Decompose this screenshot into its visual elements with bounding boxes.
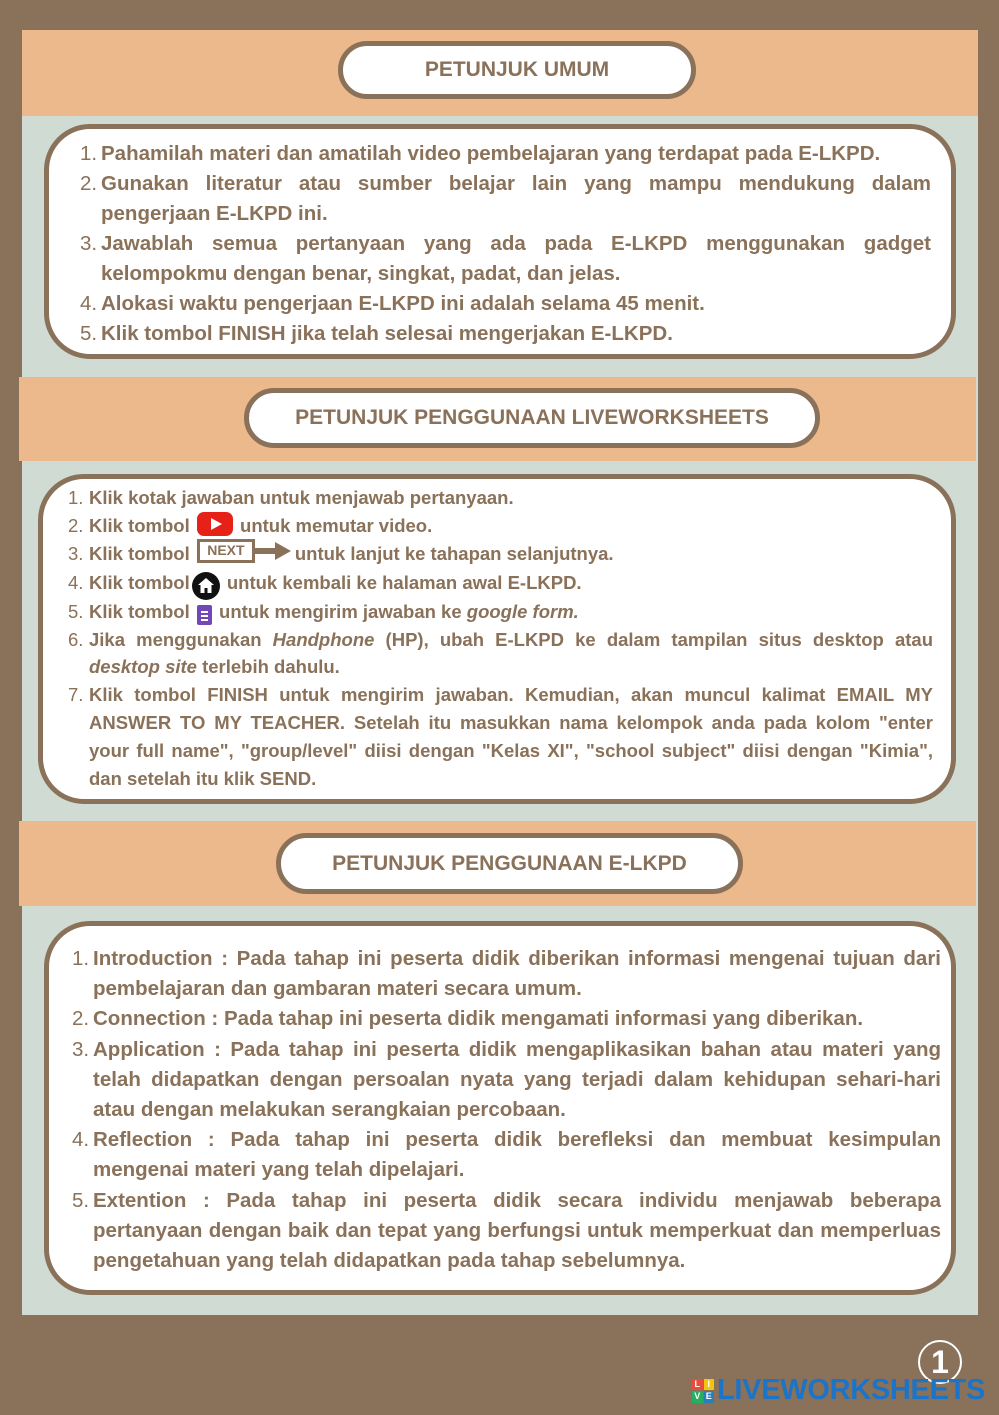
list-item: 6. Jika menggunakan Handphone (HP), ubah E-LKPD ke dalam tampilan situs desktop atau desktop site terlebih dahulu. (68, 628, 934, 678)
list-item: 4. Klik tombol untuk kembali ke halaman awal E-LKPD. (43, 569, 933, 598)
list-item: 3. Application : Pada tahap ini peserta didik mengaplikasikan bahan atau materi yang telah didapatkan dengan persoalan nyata yang terjadi dalam kehidupan sehari-hari atau dengan melakukan serangkaian percobaan. (72, 1037, 941, 1122)
list-item: 7. Klik tombol FINISH untuk mengirim jawaban. Kemudian, akan muncul kalimat EMAIL MY ANSWER TO MY TEACHER. Setelah itu masukkan nama kelompok anda pada kolom "enter your full name", "group/level" diisi dengan "Kelas XI", "school subject" diisi dengan "Kimia", dan setelah itu klik SEND. (68, 684, 933, 789)
list-item: 2. Klik tombol untuk memutar video. (43, 512, 933, 540)
next-button[interactable] (197, 539, 293, 567)
section3-box (44, 921, 956, 1295)
list-item: 1. Klik kotak jawaban untuk menjawab pertanyaan. (68, 487, 514, 508)
list-item: 4. Alokasi waktu pengerjaan E-LKPD ini adalah selama 45 menit. (80, 292, 705, 315)
section2-box (38, 474, 956, 804)
home-icon[interactable] (192, 572, 220, 600)
liveworksheets-logo-icon: L I V E (692, 1379, 714, 1403)
section3-list (49, 944, 941, 1276)
list-item: 3. Klik tombol NEXT untuk lanjut ke tahapan selanjutnya. (43, 540, 933, 569)
section1-list (49, 139, 931, 349)
section1-box (44, 124, 956, 359)
section2-title: PETUNJUK PENGGUNAAN LIVEWORKSHEETS (244, 388, 820, 448)
arrow-head-icon (275, 542, 291, 560)
list-item: 1. Pahamilah materi dan amatilah video pembelajaran yang terdapat pada E-LKPD. (80, 142, 881, 165)
next-button-label: NEXT (197, 539, 255, 563)
brand-text: LIVEWORKSHEETS (717, 1374, 986, 1406)
list-item: 5. Extention : Pada tahap ini peserta didik secara individu menjawab beberapa pertanyaan dengan baik dan tepat yang berfungsi untuk memperkuat dan memperluas pengetahuan yang telah didapatkan pada tahap sebelumnya. (72, 1188, 941, 1273)
list-item: 2. Gunakan literatur atau sumber belajar lain yang mampu mendukung dalam pengerjaan E-LKPD ini. (80, 172, 931, 225)
list-item: 2. Connection : Pada tahap ini peserta didik mengamati informasi yang diberikan. (72, 1007, 864, 1031)
liveworksheets-brand[interactable] (692, 1374, 985, 1407)
youtube-play-icon[interactable] (197, 512, 233, 536)
section1-title: PETUNJUK UMUM (338, 41, 696, 99)
list-item: 1. Introduction : Pada tahap ini peserta didik diberikan informasi mengenai tujuan dari pembelajaran dan gambaran materi secara umum. (72, 947, 941, 1001)
arrow-right-icon (255, 548, 277, 554)
list-item: 5. Klik tombol FINISH jika telah selesai mengerjakan E-LKPD. (80, 322, 673, 345)
list-item: 4. Reflection : Pada tahap ini peserta didik berefleksi dan membuat kesimpulan mengenai materi yang telah dipelajari. (72, 1128, 941, 1182)
section2-list (43, 484, 933, 792)
list-item: 5. Klik tombol untuk mengirim jawaban ke google form. (43, 598, 933, 626)
page-number: 1 (918, 1340, 962, 1384)
section3-title: PETUNJUK PENGGUNAAN E-LKPD (276, 833, 743, 894)
google-forms-icon[interactable] (197, 605, 212, 625)
list-item: 3. Jawablah semua pertanyaan yang ada pada E-LKPD menggunakan gadget kelompokmu dengan benar, singkat, padat, dan jelas. (80, 232, 931, 285)
